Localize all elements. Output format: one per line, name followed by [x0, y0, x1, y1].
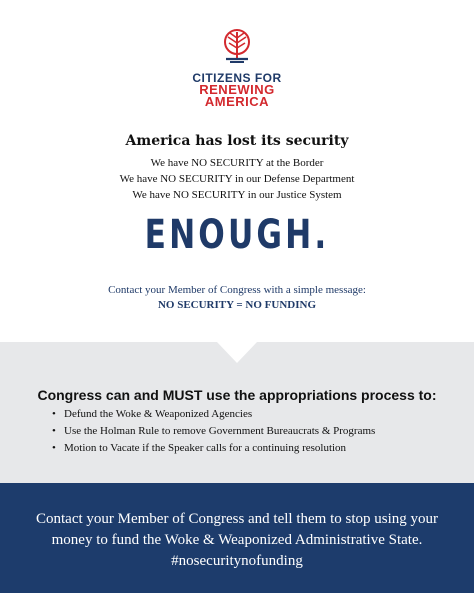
- logo-line-citizens-for: CITIZENS FOR: [192, 71, 282, 85]
- appropriations-title: Congress can and MUST use the appropriations process to:: [37, 387, 437, 403]
- section-divider-notch: [217, 342, 257, 363]
- no-security-line: We have NO SECURITY in our Justice System: [132, 189, 342, 201]
- tree-icon: [217, 26, 257, 66]
- list-item: • Defund the Woke & Weaponized Agencies: [52, 406, 462, 423]
- logo-text: [0, 72, 474, 108]
- headline: America has lost its security: [125, 133, 349, 149]
- no-security-list: [0, 155, 474, 203]
- footer-line: money to fund the Woke & Weaponized Administrative State.: [51, 532, 423, 548]
- list-item: • Motion to Vacate if the Speaker calls for a continuing resolution: [52, 440, 462, 457]
- appropriations-list: [52, 406, 462, 457]
- no-security-line: We have NO SECURITY in our Defense Department: [119, 173, 355, 185]
- logo: [0, 26, 474, 108]
- hashtag: #nosecuritynofunding: [171, 553, 303, 569]
- footer-text: [18, 509, 456, 572]
- logo-line-america: AMERICA: [204, 94, 270, 109]
- slogan: NO SECURITY = NO FUNDING: [157, 299, 317, 311]
- logo-line-renewing: RENEWING: [199, 82, 275, 97]
- contact-message: Contact your Member of Congress with a simple message:: [108, 284, 366, 296]
- footer-line: Contact your Member of Congress and tell them to stop using your: [35, 511, 439, 527]
- enough-heading: ENOUGH.: [144, 212, 330, 258]
- no-security-line: We have NO SECURITY at the Border: [150, 157, 324, 169]
- list-item: • Use the Holman Rule to remove Government Bureaucrats & Programs: [52, 423, 462, 440]
